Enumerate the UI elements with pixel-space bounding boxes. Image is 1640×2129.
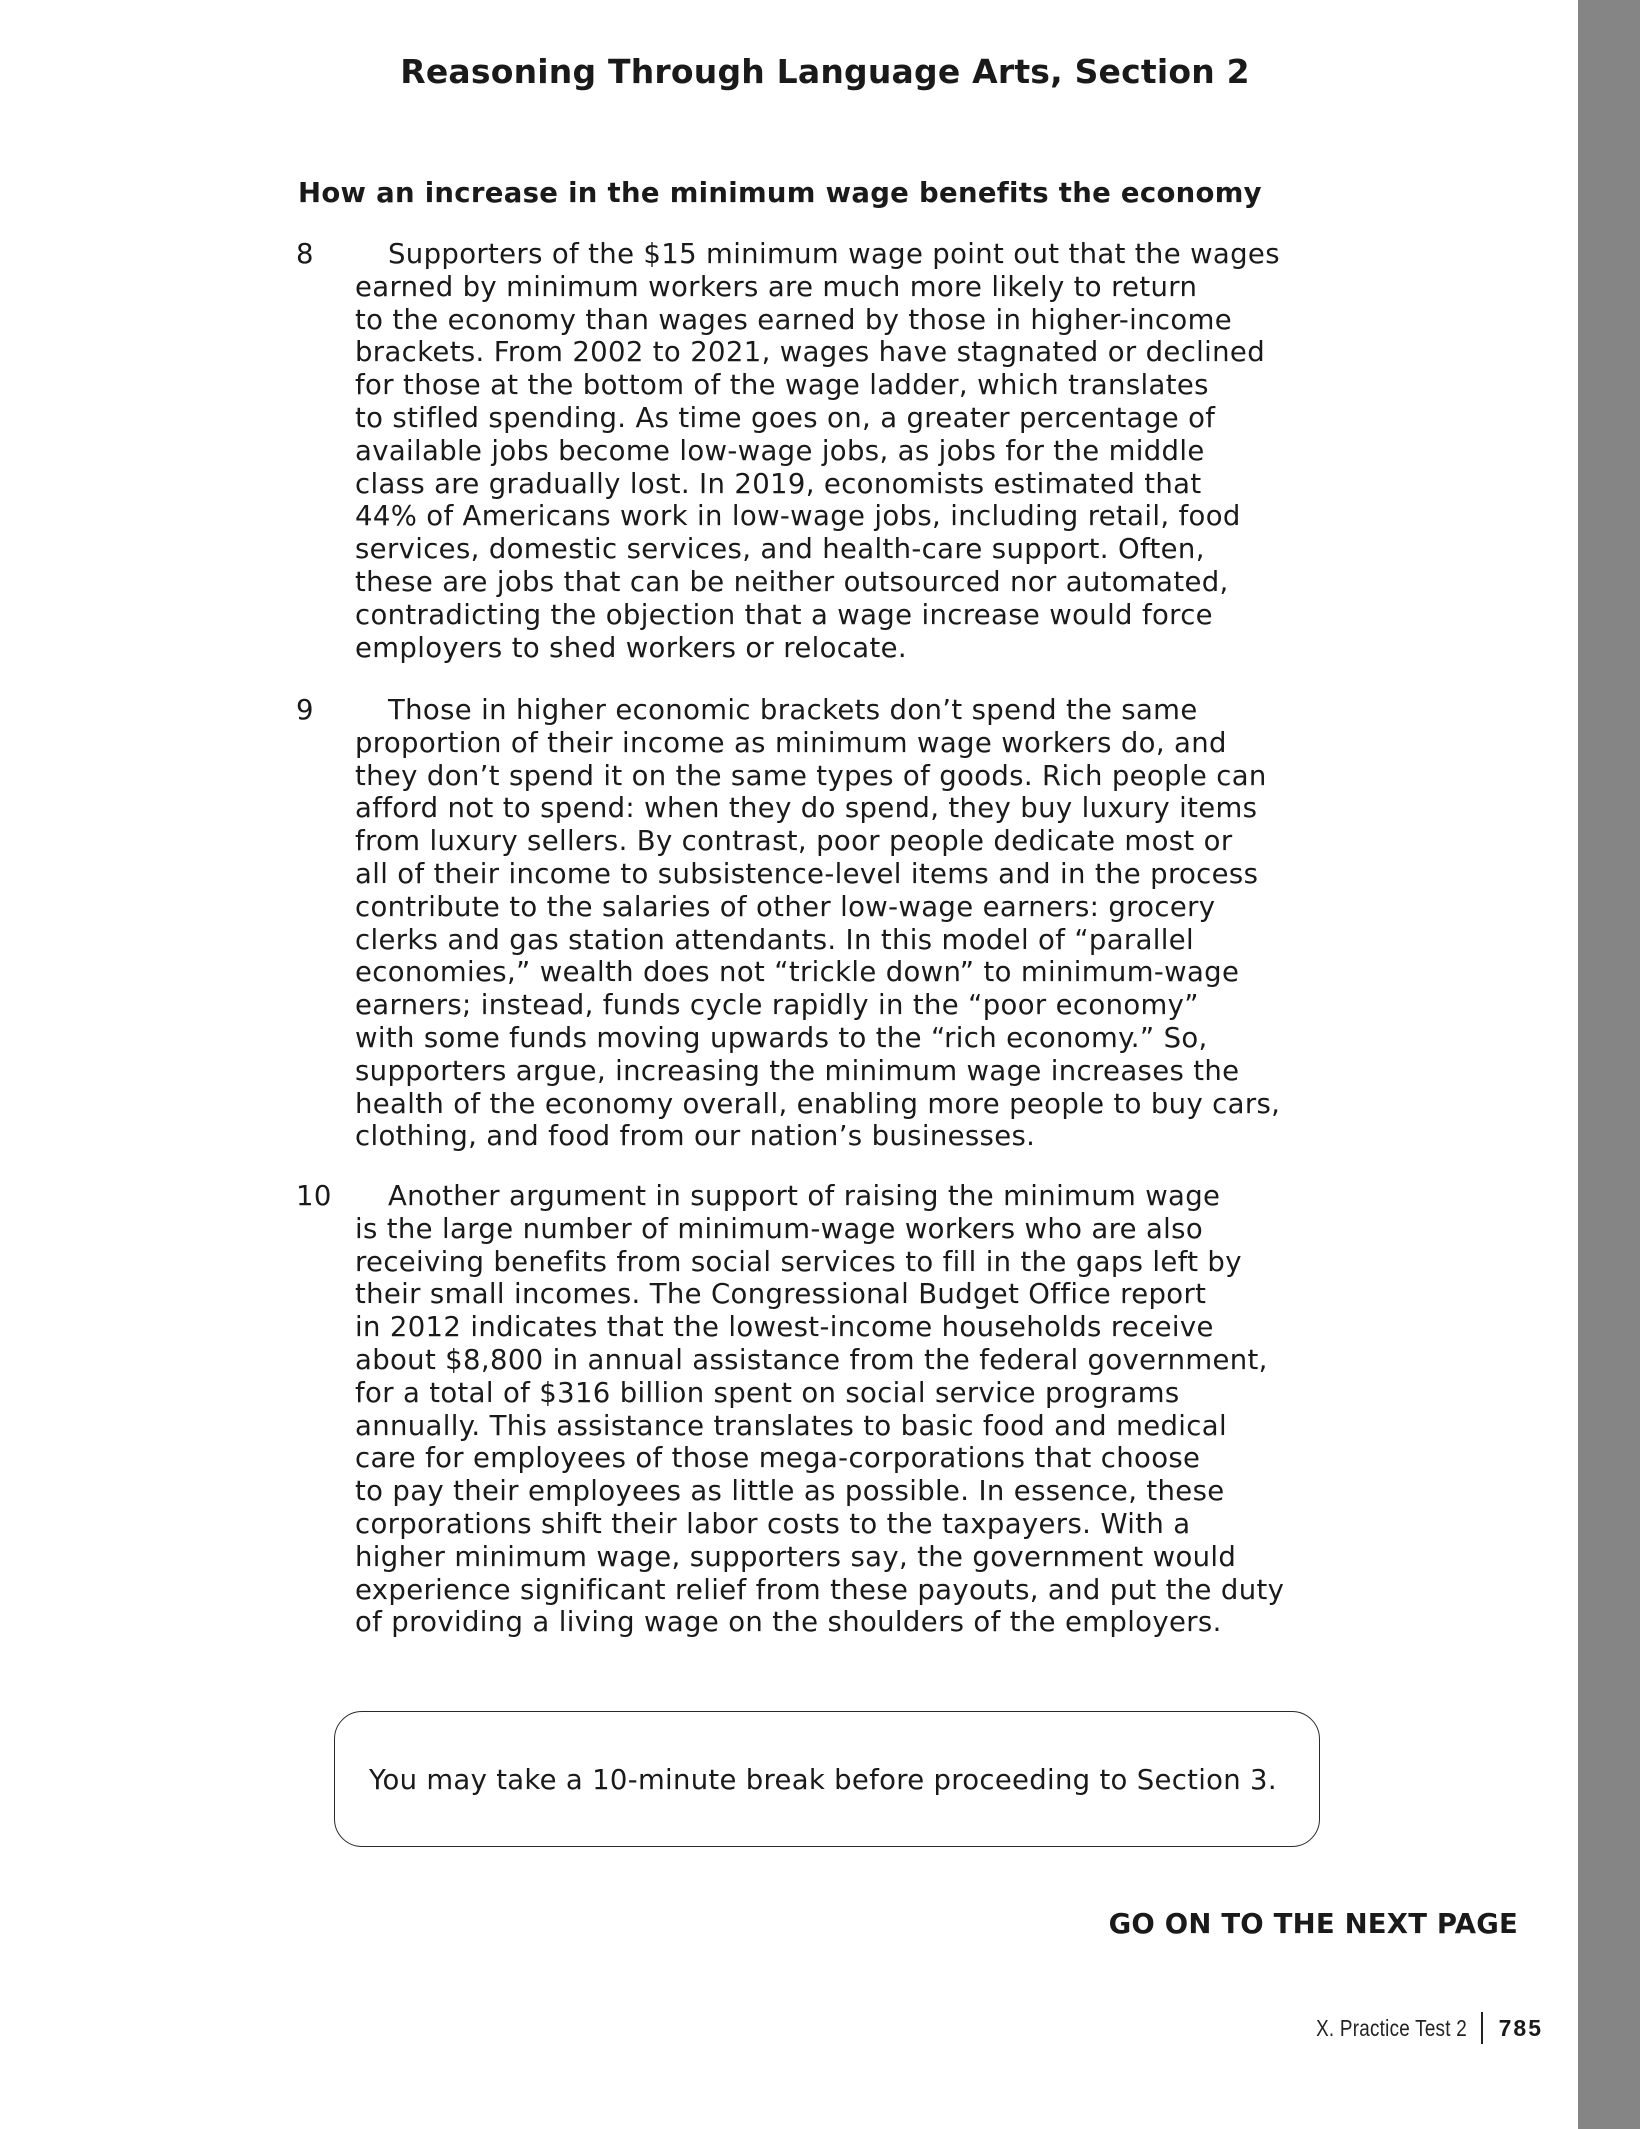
paragraph-line: higher minimum wage, supporters say, the government would	[355, 1540, 1237, 1573]
paragraph-line: experience significant relief from these payouts, and put the duty	[355, 1573, 1285, 1606]
footer-divider	[1481, 2012, 1483, 2044]
page-title: Reasoning Through Language Arts, Section 2	[400, 52, 1250, 91]
go-on-next-page: GO ON TO THE NEXT PAGE	[1108, 1908, 1518, 1940]
paragraph-line: class are gradually lost. In 2019, economists estimated that	[355, 467, 1202, 500]
paragraph-line: from luxury sellers. By contrast, poor people dedicate most or	[355, 825, 1233, 858]
paragraph-line: to the economy than wages earned by those in higher-income	[355, 303, 1232, 336]
paragraph-line: annually. This assistance translates to basic food and medical	[355, 1409, 1227, 1442]
page-edge-tab	[1578, 0, 1640, 2129]
paragraph-number: 10	[296, 1180, 332, 1212]
paragraph-line: contribute to the salaries of other low-wage earners: grocery	[355, 890, 1216, 923]
paragraph-line: corporations shift their labor costs to the taxpayers. With a	[355, 1507, 1191, 1540]
paragraph-line: available jobs become low-wage jobs, as jobs for the middle	[355, 434, 1205, 467]
paragraph-line: earned by minimum workers are much more likely to return	[355, 270, 1198, 303]
paragraph-line: brackets. From 2002 to 2021, wages have stagnated or declined	[355, 336, 1266, 369]
paragraph-line: about $8,800 in annual assistance from the federal government,	[355, 1343, 1268, 1376]
paragraph-line: in 2012 indicates that the lowest-income households receive	[355, 1311, 1214, 1344]
paragraph-line: is the large number of minimum-wage workers who are also	[355, 1212, 1204, 1245]
paragraph-line: clothing, and food from our nation’s businesses.	[355, 1120, 1036, 1153]
paragraph-line: afford not to spend: when they do spend, they buy luxury items	[355, 792, 1258, 825]
paragraph-line: Those in higher economic brackets don’t spend the same	[388, 694, 1198, 726]
paragraph-line: for a total of $316 billion spent on social service programs	[355, 1376, 1180, 1409]
paragraph-line: Supporters of the $15 minimum wage point out that the wages	[388, 238, 1280, 270]
paragraph-8	[296, 238, 1356, 664]
paragraph-line: services, domestic services, and health-care support. Often,	[355, 533, 1205, 566]
paragraph-line: with some funds moving upwards to the “rich economy.” So,	[355, 1021, 1208, 1054]
paragraph-line: to pay their employees as little as possible. In essence, these	[355, 1475, 1225, 1508]
paragraph-line: of providing a living wage on the shoulders of the employers.	[355, 1606, 1222, 1639]
page-footer	[1283, 2012, 1543, 2044]
paragraph-line: care for employees of those mega-corporations that choose	[355, 1442, 1201, 1475]
paragraph-line: contradicting the objection that a wage increase would force	[355, 598, 1213, 631]
paragraph-line: supporters argue, increasing the minimum wage increases the	[355, 1054, 1240, 1087]
paragraph-line: health of the economy overall, enabling more people to buy cars,	[355, 1087, 1281, 1120]
paragraph-line: Another argument in support of raising the minimum wage	[388, 1180, 1221, 1212]
paragraph-9	[296, 694, 1356, 1153]
paragraph-line: they don’t spend it on the same types of goods. Rich people can	[355, 759, 1267, 792]
paragraph-line: for those at the bottom of the wage ladder, which translates	[355, 369, 1209, 402]
footer-chapter: X. Practice Test 2	[1316, 2014, 1468, 2041]
paragraph-number: 9	[296, 694, 314, 726]
paragraph-line: receiving benefits from social services to fill in the gaps left by	[355, 1245, 1242, 1278]
page-number: 785	[1498, 2014, 1543, 2041]
paragraph-line: clerks and gas station attendants. In this model of “parallel	[355, 923, 1195, 956]
paragraph-line: proportion of their income as minimum wage workers do, and	[355, 726, 1227, 759]
passage-title: How an increase in the minimum wage benefits the economy	[298, 177, 1262, 209]
break-notice-box	[334, 1711, 1320, 1847]
paragraph-line: earners; instead, funds cycle rapidly in the “poor economy”	[355, 989, 1199, 1022]
paragraph-line: to stifled spending. As time goes on, a greater percentage of	[355, 401, 1216, 434]
paragraph-line: economies,” wealth does not “trickle down” to minimum-wage	[355, 956, 1240, 989]
break-notice-text: You may take a 10-minute break before proceeding to Section 3.	[369, 1764, 1277, 1796]
paragraph-line: 44% of Americans work in low-wage jobs, including retail, food	[355, 500, 1241, 533]
paragraph-line: these are jobs that can be neither outsourced nor automated,	[355, 565, 1229, 598]
paragraph-line: their small incomes. The Congressional Budget Office report	[355, 1278, 1207, 1311]
paragraph-10	[296, 1180, 1356, 1639]
paragraph-line: employers to shed workers or relocate.	[355, 631, 907, 664]
paragraph-number: 8	[296, 238, 314, 270]
paragraph-line: all of their income to subsistence-level items and in the process	[355, 857, 1259, 890]
